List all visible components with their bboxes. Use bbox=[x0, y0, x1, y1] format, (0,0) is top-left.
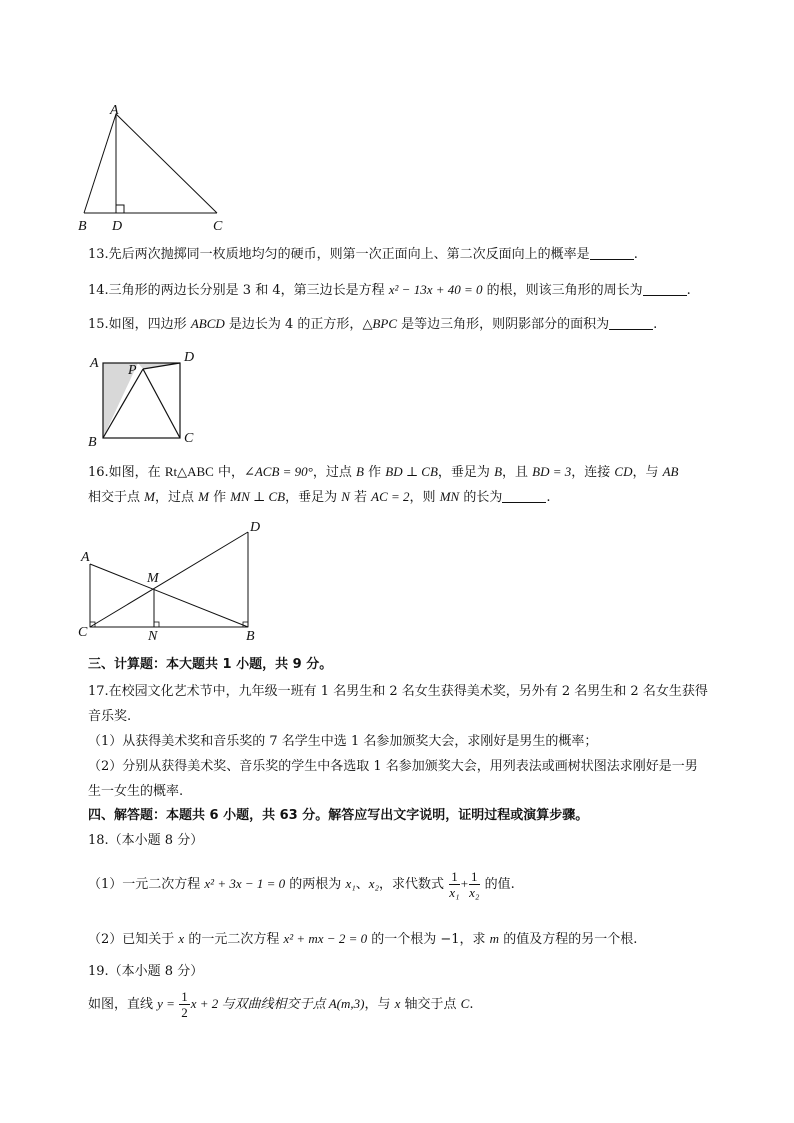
q18-x2: x₂ bbox=[368, 876, 380, 891]
q15-abcd: ABCD bbox=[190, 316, 225, 331]
q14-end: . bbox=[686, 283, 691, 298]
fraction-one-half bbox=[179, 989, 190, 1020]
section-4-heading: 四、解答题：本题共 6 小题，共 63 分。解答应写出文字说明，证明过程或演算步骤。 bbox=[88, 808, 589, 823]
q15-text-3: 是等边三角形，则阴影部分的面积为 bbox=[397, 317, 610, 332]
q18-heading: 18.（本小题 8 分） bbox=[88, 833, 204, 848]
q19-text: ，与 bbox=[364, 997, 395, 1012]
q13-text: 13.先后两次抛掷同一枚质地均匀的硬币，则第一次正面向上、第二次反面向上的概率是 bbox=[88, 247, 590, 262]
frac-denominator: 2 bbox=[181, 1005, 188, 1020]
q16-var: N bbox=[341, 489, 350, 504]
q18-var: x bbox=[178, 931, 185, 946]
q16-text: 作 bbox=[363, 465, 386, 480]
frac-numerator: 1 bbox=[181, 989, 188, 1004]
q13-end: . bbox=[633, 247, 638, 262]
q16-text: ，与 bbox=[632, 465, 663, 480]
q17-sub-1: （1）从获得美术奖和音乐奖的 7 名学生中选 1 名参加颁奖大会，求刚好是男生的概率； bbox=[88, 734, 598, 749]
q16-var: B bbox=[356, 464, 364, 479]
q18-x1: x₁ bbox=[345, 876, 356, 891]
q17-sub-2b: 生一女生的概率. bbox=[88, 784, 184, 799]
label-D: D bbox=[184, 350, 195, 365]
frac-numerator: 1 bbox=[471, 869, 478, 884]
question-16-line-1 bbox=[88, 462, 679, 483]
label-A: A bbox=[110, 103, 119, 118]
label-C: C bbox=[213, 219, 223, 234]
question-15 bbox=[88, 314, 657, 335]
fraction-1-over-x2 bbox=[469, 869, 480, 900]
frac-denominator: x₁ bbox=[449, 885, 460, 900]
q16-eq: AC = 2 bbox=[371, 489, 410, 504]
q18-text: （1）一元二次方程 bbox=[88, 877, 205, 892]
label-D: D bbox=[250, 520, 261, 535]
q18-text: 的一个根为 −1，求 bbox=[367, 932, 490, 947]
q19-var: y = bbox=[157, 996, 179, 1011]
question-13 bbox=[88, 245, 638, 265]
q16-rt: Rt△ABC bbox=[164, 464, 214, 479]
q14-text-1: 14.三角形的两边长分别是 3 和 4，第三边长是方程 bbox=[88, 283, 389, 298]
q17-sub-2a: （2）分别从获得美术奖、音乐奖的学生中各选取 1 名参加颁奖大会，用列表法或画树状图法求刚好是一男 bbox=[88, 759, 698, 774]
q16-eq: BD = 3 bbox=[532, 464, 572, 479]
q19-heading: 19.（本小题 8 分） bbox=[88, 964, 204, 979]
q16-text: ，且 bbox=[502, 465, 533, 480]
q16-text: 的长为 bbox=[459, 490, 503, 505]
q18-text: （2）已知关于 bbox=[88, 932, 179, 947]
q16-var: MN bbox=[439, 489, 460, 504]
triangle-altitude-figure bbox=[70, 102, 240, 236]
label-A: A bbox=[90, 356, 99, 371]
q19-point: A(m,3) bbox=[328, 996, 365, 1011]
q14-equation: x² − 13x + 40 = 0 bbox=[388, 282, 483, 297]
q15-end: . bbox=[653, 317, 658, 332]
q18-sep: 、 bbox=[355, 877, 369, 892]
label-C: C bbox=[184, 431, 194, 446]
q18-sub-1: （1）一元二次方程 x² + 3x − 1 = 0 的两根为 x₁、x₂，求代数式 $\frac{1}{\text{x₁}}$ + $\frac{1}{\text{x₂}}$ 的值. bbox=[88, 869, 515, 900]
q17-line-1: 17.在校园文化艺术节中，九年级一班有 1 名男生和 2 名女生获得美术奖，另外有 2 名男生和 2 名女生获得 bbox=[88, 684, 708, 699]
q18-var: m bbox=[489, 931, 500, 946]
label-P: P bbox=[128, 363, 137, 378]
q16-end: . bbox=[546, 490, 551, 505]
answer-blank bbox=[502, 488, 546, 503]
q19-text: 如图，直线 bbox=[88, 997, 158, 1012]
label-N: N bbox=[148, 629, 158, 644]
q18-sub-2 bbox=[88, 929, 637, 950]
q16-text: 中， bbox=[213, 465, 244, 480]
q18-text: 的一元二次方程 bbox=[184, 932, 284, 947]
label-B: B bbox=[78, 219, 87, 234]
q19-text: 轴交于点 bbox=[400, 997, 461, 1012]
q16-text: ，过点 bbox=[312, 465, 357, 480]
label-D: D bbox=[112, 219, 123, 234]
q16-angle: ∠ACB = 90° bbox=[243, 464, 313, 479]
q17-line-2: 音乐奖. bbox=[88, 709, 132, 724]
q16-text: 若 bbox=[349, 490, 372, 505]
q16-text: 相交于点 bbox=[88, 490, 145, 505]
q16-text: 作 bbox=[208, 490, 231, 505]
crossing-lines-figure bbox=[72, 516, 272, 644]
q16-text: ，垂足为 bbox=[285, 490, 342, 505]
label-B: B bbox=[246, 629, 255, 644]
q16-perp: MN ⊥ CB bbox=[230, 489, 286, 504]
q18-equation-2: x² + mx − 2 = 0 bbox=[283, 931, 368, 946]
q16-var: M bbox=[198, 489, 209, 504]
q18-text: 的值. bbox=[480, 877, 515, 892]
q16-text: ，连接 bbox=[571, 465, 615, 480]
q16-var: M bbox=[144, 489, 155, 504]
label-M: M bbox=[147, 571, 159, 586]
q16-var: B bbox=[494, 464, 503, 479]
answer-blank bbox=[590, 245, 634, 260]
q19-text: x + 2 与双曲线相交于点 bbox=[190, 996, 329, 1011]
label-B: B bbox=[88, 435, 97, 450]
q16-text: ，过点 bbox=[154, 490, 199, 505]
question-14 bbox=[88, 280, 691, 301]
q18-text: ，求代数式 bbox=[379, 877, 449, 892]
q16-text: ，垂足为 bbox=[437, 465, 495, 480]
q18-equation-1: x² + 3x − 1 = 0 bbox=[204, 876, 286, 891]
question-16-line-2 bbox=[88, 487, 550, 508]
answer-blank bbox=[643, 281, 687, 296]
answer-blank bbox=[609, 315, 653, 330]
q15-text-2: 是边长为 4 的正方形， bbox=[224, 317, 363, 332]
q16-text: 16.如图，在 bbox=[88, 465, 165, 480]
q19-end: . bbox=[469, 997, 474, 1012]
q19-var: C bbox=[460, 996, 470, 1011]
q16-var: CD bbox=[614, 464, 633, 479]
q14-text-2: 的根，则该三角形的周长为 bbox=[482, 283, 643, 298]
q16-perp: BD ⊥ CB bbox=[385, 464, 438, 479]
frac-numerator: 1 bbox=[451, 869, 458, 884]
q16-text: ，则 bbox=[409, 490, 440, 505]
q18-text: 的两根为 bbox=[285, 877, 346, 892]
label-C: C bbox=[78, 625, 88, 640]
label-A: A bbox=[81, 550, 90, 565]
q18-text: 的值及方程的另一个根. bbox=[499, 932, 638, 947]
section-3-heading: 三、计算题：本大题共 1 小题，共 9 分。 bbox=[88, 657, 333, 672]
square-triangle-figure bbox=[82, 343, 212, 451]
q19-text bbox=[88, 986, 473, 1023]
q15-bpc: △BPC bbox=[362, 316, 397, 331]
q15-text-1: 15.如图，四边形 bbox=[88, 317, 191, 332]
q19-var: x bbox=[394, 996, 401, 1011]
fraction-1-over-x1 bbox=[449, 869, 460, 900]
q16-var: AB bbox=[662, 464, 679, 479]
frac-denominator: x₂ bbox=[469, 885, 480, 900]
